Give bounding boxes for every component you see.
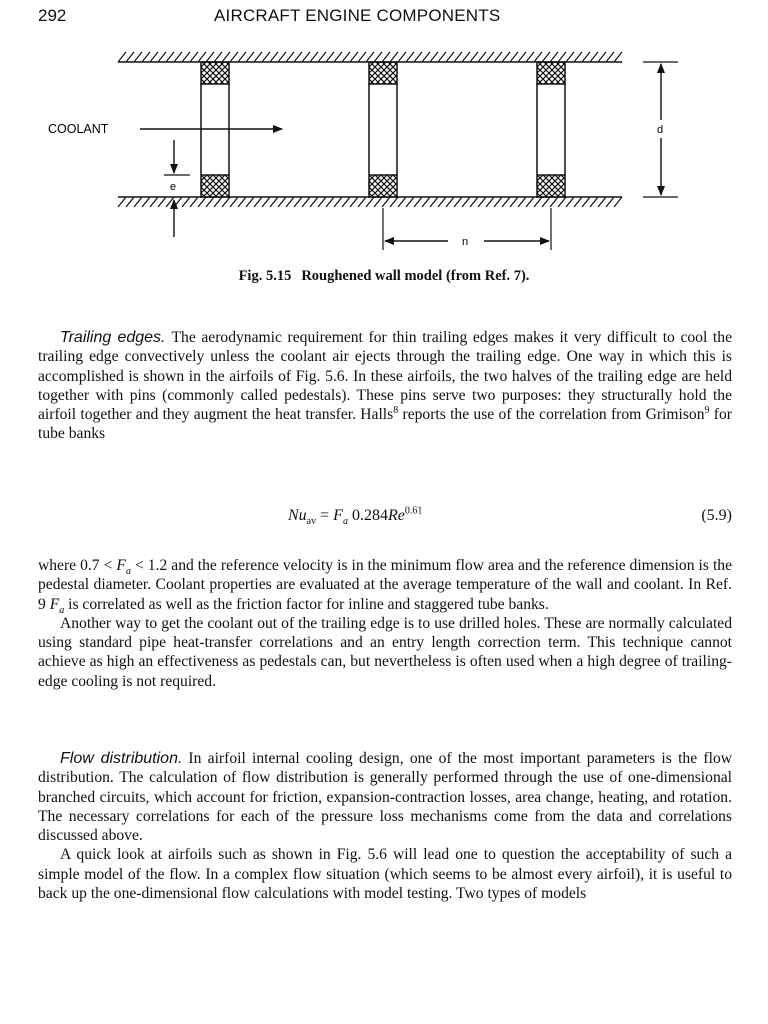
flow-distribution-paragraph	[38, 749, 732, 845]
pedestal-discussion	[38, 556, 732, 691]
running-title: AIRCRAFT ENGINE COMPONENTS	[214, 6, 501, 25]
bottom-wall	[118, 197, 622, 207]
top-wall	[118, 52, 622, 62]
equation-body: $Nu_{av} = F_a$ $0.284Re^{0.61}$	[288, 505, 423, 528]
figure-caption-text: Roughened wall model (from Ref. 7).	[301, 268, 530, 284]
equation-5-9	[38, 507, 732, 531]
page-number: 292	[38, 6, 67, 25]
trailing-edges-text: The aerodynamic requirement for thin trailing edges makes it very difficult to cool the trailing edge convectively unless the coolant air ejects through the trailing edge. One way in which this is accomplished is shown in the airfoils of Fig. 5.6. In these airfoils, the two halves of the trailing edge are held together with pins (commonly called pedestals). These pins serve two purposes: they structurally hold the airfoil together and they augment the heat transfer. Halls	[38, 329, 732, 424]
model-testing-paragraph: A quick look at airfoils such as shown in Fig. 5.6 will lead one to question the acceptability of such a simple model of the flow. In a complex flow situation (which seems to be almost every airfoil), it is useful to back up the one-dimensional flow calculations with model testing. Two types of models	[38, 846, 732, 903]
figure-number: Fig. 5.15	[238, 268, 292, 284]
rib-height-dimension	[164, 140, 190, 237]
flow-distribution-heading: Flow distribution.	[60, 750, 183, 767]
where-paragraph: where $0.7 < F_a < 1.2$ and the reference velocity is in the minimum flow area and the reference dimension is the pedestal diameter. Coolant properties are evaluated at the average temperature of the wall and coolant. In Ref. 9 $F_a$ is correlated as well as the friction factor for inline and staggered tube banks.	[38, 557, 732, 616]
trailing-edges-text-cont: reports the use of the correlation from Grimison	[398, 406, 705, 424]
channel-height-label: d	[657, 124, 664, 136]
rib-3	[537, 62, 565, 197]
rib-height-label: e	[170, 181, 177, 193]
roughened-wall-diagram	[0, 40, 768, 250]
ref-superscript: 9	[704, 405, 710, 416]
equation-number: (5.9)	[701, 507, 732, 524]
trailing-edges-paragraph	[38, 328, 732, 444]
figure-caption	[0, 268, 768, 285]
ref-superscript: 8	[393, 405, 399, 416]
rib-pitch-label: n	[462, 236, 469, 248]
trailing-edges-heading: Trailing edges.	[60, 329, 166, 346]
rib-2	[369, 62, 397, 197]
coolant-label: COOLANT	[48, 122, 109, 136]
trailing-edges-section	[38, 328, 732, 444]
flow-distribution-text: In airfoil internal cooling design, one of the most important parameters is the flow distribution. The calculation of flow distribution is generally performed through the use of one-dimensional branched circuits, which account for friction, expansion-contraction losses, area change, heating, and rotation. The necessary correlations for each of the pressure loss mechanisms come from the data and correlations discussed above.	[38, 750, 732, 845]
flow-distribution-section	[38, 749, 732, 903]
page-header	[38, 6, 738, 30]
trailing-edges-text-end: for tube banks	[38, 406, 732, 443]
drilled-holes-paragraph: Another way to get the coolant out of the trailing edge is to use drilled holes. These are normally calculated using standard pipe heat-transfer correlations and an entry length correction term. This technique cannot achieve as high an effectiveness as pedestals can, but nevertheless is often used when a high degree of trailing-edge cooling is not required.	[38, 614, 732, 690]
